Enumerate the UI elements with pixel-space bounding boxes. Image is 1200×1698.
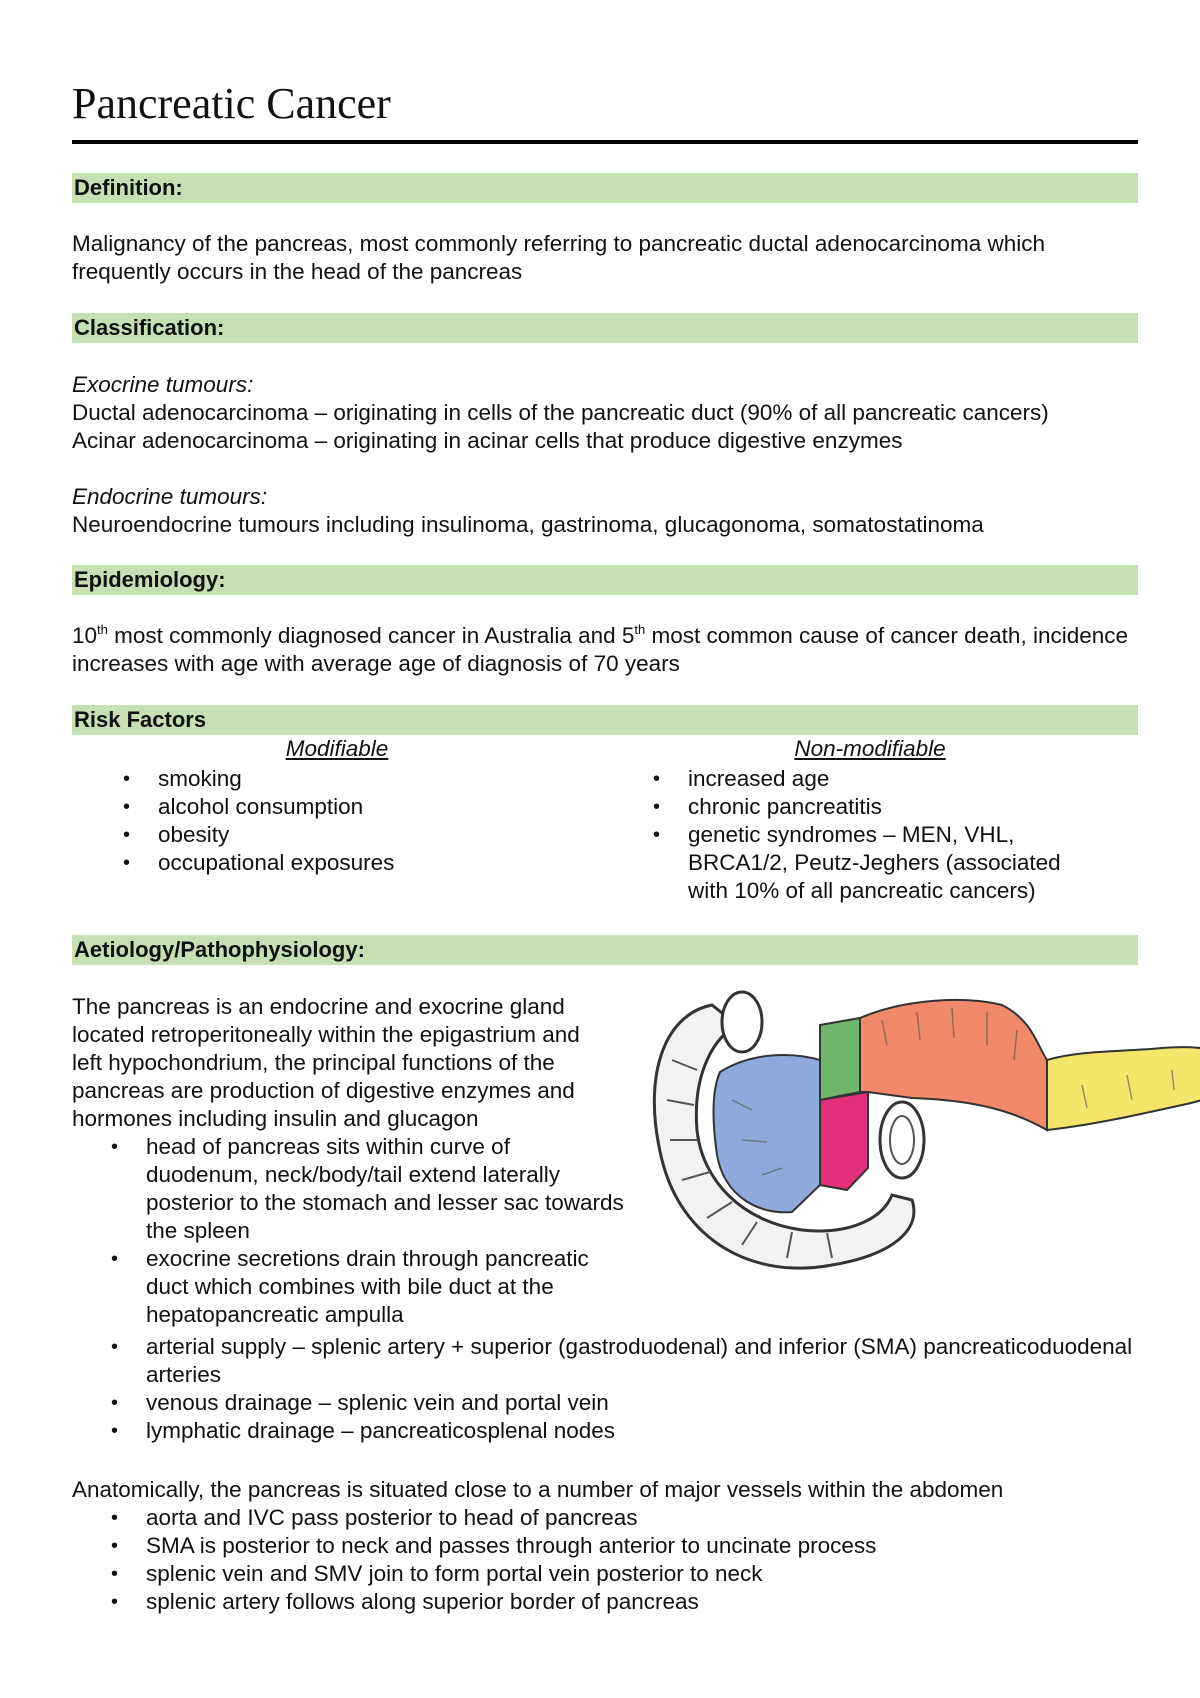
page-title: Pancreatic Cancer (72, 79, 391, 128)
non-modifiable-list (602, 765, 1068, 905)
bullet-icon: • (111, 1507, 119, 1529)
non-modifiable-heading: Non-modifiable (794, 736, 946, 761)
list-item (111, 1532, 1138, 1560)
spacer (72, 455, 1138, 483)
list-item (111, 1389, 1138, 1417)
modifiable-list (72, 765, 602, 877)
list-item (111, 1504, 1138, 1532)
epidemiology-sup-1: th (97, 622, 108, 637)
bullet-icon: • (111, 1392, 119, 1414)
list-item (123, 793, 602, 821)
modifiable-column (72, 735, 602, 877)
list-item-text: head of pancreas sits within curve of duodenum, neck/body/tail extend laterally posterior to the stomach and lesser sac towards the spleen (146, 1134, 624, 1243)
list-item (653, 793, 1068, 821)
aetiology-intro: The pancreas is an endocrine and exocrine gland located retroperitoneally within the epigastrium and left hypochondrium, the principal functions of the pancreas are production of digestive enzymes and hormones including insulin and glucagon (72, 994, 580, 1131)
tail-region (1047, 1047, 1200, 1130)
list-item-text: smoking (158, 766, 242, 791)
list-item (111, 1133, 626, 1245)
epidemiology-text-1: most commonly diagnosed cancer in Australia and (107, 623, 622, 648)
bullet-icon: • (111, 1136, 119, 1158)
list-item-text: aorta and IVC pass posterior to head of pancreas (146, 1505, 638, 1530)
list-item-text: occupational exposures (158, 850, 395, 875)
list-item-text: splenic artery follows along superior border of pancreas (146, 1589, 699, 1614)
section-header-risk-factors: Risk Factors (72, 705, 1138, 735)
endocrine-line: Neuroendocrine tumours including insulinoma, gastrinoma, glucagonoma, somatostatinoma (72, 512, 984, 537)
list-item (111, 1333, 1138, 1389)
neck-region (820, 1018, 860, 1100)
list-item (111, 1417, 1138, 1445)
endocrine-label: Endocrine tumours: (72, 484, 268, 509)
bullet-icon: • (653, 768, 661, 790)
title-rule (72, 140, 1138, 144)
list-item-text: obesity (158, 822, 230, 847)
epidemiology-paragraph (72, 622, 1138, 678)
section-header-aetiology: Aetiology/Pathophysiology: (72, 935, 1138, 965)
uncinate-region (820, 1092, 868, 1190)
classification-block (72, 371, 1138, 539)
list-item-text: increased age (688, 766, 830, 791)
list-item-text: genetic syndromes – MEN, VHL, BRCA1/2, Peutz-Jeghers (associated with 10% of all pancreatic cancers) (688, 822, 1061, 903)
list-item-text: chronic pancreatitis (688, 794, 882, 819)
list-item (111, 1588, 1138, 1616)
list-item-text: alcohol consumption (158, 794, 364, 819)
exocrine-line: Acinar adenocarcinoma – originating in acinar cells that produce digestive enzymes (72, 428, 903, 453)
epidemiology-text-2: most common cause of cancer death, incidence increases with age with average age of diagnosis of 70 years (72, 623, 1129, 676)
list-item (111, 1560, 1138, 1588)
anatomy-intro: Anatomically, the pancreas is situated close to a number of major vessels within the abdomen (72, 1477, 1004, 1502)
modifiable-heading: Modifiable (285, 736, 389, 761)
list-item-text: arterial supply – splenic artery + superior (gastroduodenal) and inferior (SMA) pancreaticoduodenal arteries (146, 1334, 1133, 1387)
epidemiology-rank-2: 5 (621, 623, 635, 648)
exocrine-label: Exocrine tumours: (72, 372, 254, 397)
bullet-icon: • (123, 852, 131, 874)
list-item-text: exocrine secretions drain through pancreatic duct which combines with bile duct at the hepatopancreatic ampulla (146, 1246, 589, 1327)
list-item (123, 765, 602, 793)
pancreas-illustration (642, 990, 1200, 1290)
bullet-icon: • (111, 1591, 119, 1613)
bullet-icon: • (653, 796, 661, 818)
bullet-icon: • (653, 824, 661, 846)
definition-paragraph: Malignancy of the pancreas, most commonly referring to pancreatic ductal adenocarcinoma which frequently occurs in the head of the pancreas (72, 231, 1045, 284)
list-item (653, 765, 1068, 793)
anatomy-block (72, 1476, 1138, 1616)
aetiology-list-narrow (72, 1133, 626, 1329)
exocrine-line: Ductal adenocarcinoma – originating in cells of the pancreatic duct (90% of all pancreatic cancers) (72, 400, 1049, 425)
duodenum-opening (722, 992, 762, 1052)
definition-text (72, 230, 1138, 286)
non-modifiable-column (602, 735, 1138, 905)
list-item-text: lymphatic drainage – pancreaticosplenal nodes (146, 1418, 616, 1443)
epidemiology-text (72, 622, 1138, 678)
list-item-text: splenic vein and SMV join to form portal vein posterior to neck (146, 1561, 763, 1586)
bullet-icon: • (123, 824, 131, 846)
anatomy-list (72, 1504, 1138, 1616)
bullet-icon: • (111, 1535, 119, 1557)
jejunum-opening (880, 1102, 924, 1178)
aetiology-list-wide (72, 1333, 1138, 1445)
epidemiology-rank-1: 10 (72, 623, 98, 648)
list-item (111, 1245, 626, 1329)
bullet-icon: • (123, 796, 131, 818)
epidemiology-sup-2: th (634, 622, 646, 637)
list-item-text: venous drainage – splenic vein and portal vein (146, 1390, 609, 1415)
list-item (653, 821, 1068, 905)
bullet-icon: • (111, 1420, 119, 1442)
bullet-icon: • (123, 768, 131, 790)
risk-factors-block (72, 735, 1138, 910)
section-header-epidemiology: Epidemiology: (72, 565, 1138, 595)
list-item (123, 849, 602, 877)
list-item-text: SMA is posterior to neck and passes through anterior to uncinate process (146, 1533, 877, 1558)
list-item (123, 821, 602, 849)
aetiology-intro-block (72, 993, 612, 1133)
bullet-icon: • (111, 1563, 119, 1585)
bullet-icon: • (111, 1248, 119, 1270)
head-region (714, 1055, 820, 1212)
bullet-icon: • (111, 1336, 119, 1358)
section-header-classification: Classification: (72, 313, 1138, 343)
section-header-definition: Definition: (72, 173, 1138, 203)
